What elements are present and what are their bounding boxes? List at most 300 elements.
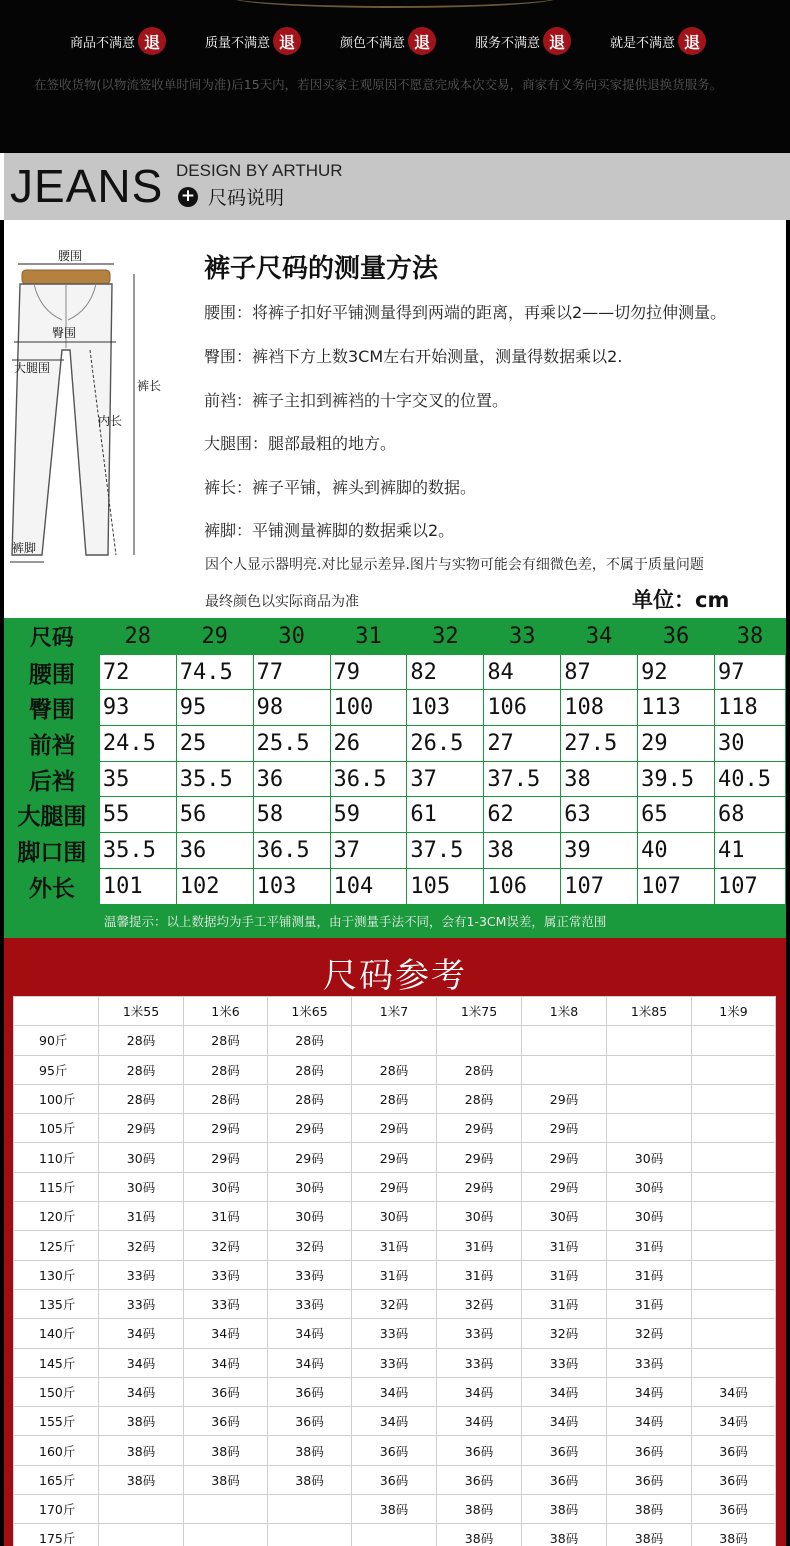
recommended-size-cell: 36码 <box>692 1465 776 1494</box>
guarantee-text: 服务不满意 <box>475 35 541 51</box>
recommended-size-cell: 31码 <box>99 1202 184 1231</box>
size-header-cell: 31 <box>330 619 407 655</box>
recommended-size-cell: 38码 <box>184 1465 268 1494</box>
size-header-cell: 34 <box>561 619 638 655</box>
recommended-size-cell: 32码 <box>99 1231 184 1260</box>
size-row <box>5 797 786 833</box>
ref-row <box>14 1202 776 1231</box>
size-row-label: 臀围 <box>5 690 100 726</box>
recommended-size-cell: 34码 <box>607 1377 692 1406</box>
recommended-size-cell: 33码 <box>184 1289 268 1318</box>
recommended-size-cell <box>692 1114 776 1143</box>
height-header-cell: 1米55 <box>99 997 184 1026</box>
recommended-size-cell <box>184 1495 268 1524</box>
recommended-size-cell: 33码 <box>268 1289 352 1318</box>
size-cell: 108 <box>561 690 638 726</box>
measure-line: 裤脚：平铺测量裤脚的数据乘以2。 <box>204 521 455 540</box>
recommended-size-cell: 34码 <box>99 1348 184 1377</box>
recommended-size-cell <box>692 1172 776 1201</box>
recommended-size-cell: 38码 <box>184 1436 268 1465</box>
measurement-section <box>4 220 786 618</box>
brand-subtitle: DESIGN BY ARTHUR <box>176 161 343 180</box>
recommended-size-cell: 29码 <box>522 1172 607 1201</box>
recommended-size-cell: 30码 <box>607 1143 692 1172</box>
recommended-size-cell: 30码 <box>522 1202 607 1231</box>
weight-label: 105斤 <box>14 1114 99 1143</box>
size-cell: 24.5 <box>99 726 176 762</box>
diagram-label-hem: 裤脚 <box>12 541 37 555</box>
guarantee-list <box>0 26 790 56</box>
recommended-size-cell: 28码 <box>184 1055 268 1084</box>
recommended-size-cell: 28码 <box>99 1084 184 1113</box>
recommended-size-cell: 30码 <box>184 1172 268 1201</box>
recommended-size-cell: 29码 <box>352 1172 437 1201</box>
size-chart-section <box>4 618 786 938</box>
size-cell: 77 <box>253 654 330 690</box>
unit-label: 单位：cm <box>632 588 730 612</box>
return-policy-notice: 在签收货物(以物流签收单时间为准)后15天内，若因买家主观原因不愿意完成本次交易，商家有义务向买家提供退换货服务。 <box>34 77 723 92</box>
recommended-size-cell: 29码 <box>352 1143 437 1172</box>
recommended-size-cell: 30码 <box>607 1202 692 1231</box>
size-cell: 107 <box>714 868 785 904</box>
recommended-size-cell <box>692 1231 776 1260</box>
size-header-cell: 32 <box>407 619 484 655</box>
recommended-size-cell: 38码 <box>99 1436 184 1465</box>
size-row-label: 前裆 <box>5 726 100 762</box>
guarantee-item <box>340 26 436 56</box>
size-cell: 36 <box>176 833 253 869</box>
recommended-size-cell <box>607 1026 692 1055</box>
recommended-size-cell <box>607 1114 692 1143</box>
recommended-size-cell: 33码 <box>184 1260 268 1289</box>
guarantee-banner <box>0 0 790 153</box>
recommended-size-cell: 34码 <box>522 1377 607 1406</box>
ref-row <box>14 1114 776 1143</box>
size-cell: 37.5 <box>407 833 484 869</box>
weight-label: 170斤 <box>14 1495 99 1524</box>
measure-line: 腰围：将裤子扣好平铺测量得到两端的距离，再乘以2——切勿拉伸测量。 <box>204 303 727 322</box>
recommended-size-cell: 34码 <box>437 1407 522 1436</box>
recommended-size-cell <box>692 1260 776 1289</box>
recommended-size-cell: 32码 <box>352 1289 437 1318</box>
ref-row <box>14 1084 776 1113</box>
size-cell: 107 <box>638 868 715 904</box>
ref-row <box>14 1436 776 1465</box>
ref-row <box>14 1319 776 1348</box>
ref-row <box>14 1495 776 1524</box>
guarantee-item <box>475 26 571 56</box>
recommended-size-cell: 36码 <box>692 1495 776 1524</box>
guarantee-text: 商品不满意 <box>70 35 136 51</box>
recommended-size-cell: 32码 <box>522 1319 607 1348</box>
size-header-label: 尺码 <box>5 619 100 655</box>
weight-label: 165斤 <box>14 1465 99 1494</box>
recommended-size-cell: 31码 <box>184 1202 268 1231</box>
recommended-size-cell <box>692 1348 776 1377</box>
size-cell: 104 <box>330 868 407 904</box>
recommended-size-cell: 38码 <box>437 1524 522 1546</box>
size-header-cell: 29 <box>176 619 253 655</box>
recommended-size-cell: 28码 <box>352 1055 437 1084</box>
weight-label: 140斤 <box>14 1319 99 1348</box>
weight-label: 110斤 <box>14 1143 99 1172</box>
recommended-size-cell: 38码 <box>99 1465 184 1494</box>
return-badge: 退 <box>543 27 571 55</box>
size-reference-table <box>13 996 776 1546</box>
recommended-size-cell: 36码 <box>437 1465 522 1494</box>
recommended-size-cell: 30码 <box>99 1143 184 1172</box>
recommended-size-cell: 30码 <box>99 1172 184 1201</box>
weight-label: 115斤 <box>14 1172 99 1201</box>
recommended-size-cell: 33码 <box>437 1348 522 1377</box>
size-header-cell: 38 <box>714 619 785 655</box>
recommended-size-cell: 33码 <box>99 1289 184 1318</box>
size-cell: 25 <box>176 726 253 762</box>
height-header-cell: 1米9 <box>692 997 776 1026</box>
size-cell: 102 <box>176 868 253 904</box>
recommended-size-cell <box>352 1026 437 1055</box>
plus-circle-icon: + <box>178 187 198 207</box>
size-cell: 82 <box>407 654 484 690</box>
recommended-size-cell: 30码 <box>268 1202 352 1231</box>
return-badge: 退 <box>138 27 166 55</box>
size-reference-section <box>4 938 786 1546</box>
recommended-size-cell: 31码 <box>352 1231 437 1260</box>
size-cell: 25.5 <box>253 726 330 762</box>
size-header-cell: 33 <box>484 619 561 655</box>
ref-row <box>14 1524 776 1546</box>
recommended-size-cell: 28码 <box>268 1055 352 1084</box>
recommended-size-cell <box>268 1495 352 1524</box>
recommended-size-cell <box>99 1524 184 1546</box>
height-header-cell: 1米8 <box>522 997 607 1026</box>
size-cell: 38 <box>484 833 561 869</box>
size-cell: 106 <box>484 690 561 726</box>
recommended-size-cell: 38码 <box>607 1524 692 1546</box>
recommended-size-cell: 36码 <box>352 1436 437 1465</box>
size-cell: 113 <box>638 690 715 726</box>
size-cell: 105 <box>407 868 484 904</box>
height-header-cell: 1米6 <box>184 997 268 1026</box>
recommended-size-cell: 32码 <box>184 1231 268 1260</box>
brand-title: JEANS <box>10 160 164 212</box>
measurement-tip: 温馨提示：以上数据均为手工平铺测量，由于测量手法不同，会有1-3CM误差，属正常范围 <box>104 914 607 929</box>
recommended-size-cell: 38码 <box>522 1495 607 1524</box>
size-cell: 40.5 <box>714 761 785 797</box>
recommended-size-cell: 32码 <box>607 1319 692 1348</box>
recommended-size-cell: 38码 <box>437 1495 522 1524</box>
measure-line: 前裆：裤子主扣到裤裆的十字交叉的位置。 <box>204 391 509 410</box>
recommended-size-cell: 29码 <box>437 1172 522 1201</box>
ref-row <box>14 1055 776 1084</box>
weight-label: 100斤 <box>14 1084 99 1113</box>
recommended-size-cell <box>99 1495 184 1524</box>
size-cell: 103 <box>253 868 330 904</box>
recommended-size-cell <box>692 1202 776 1231</box>
recommended-size-cell: 29码 <box>99 1114 184 1143</box>
size-cell: 27 <box>484 726 561 762</box>
recommended-size-cell: 34码 <box>437 1377 522 1406</box>
size-cell: 62 <box>484 797 561 833</box>
size-row <box>5 690 786 726</box>
recommended-size-cell: 34码 <box>692 1407 776 1436</box>
ref-row <box>14 1289 776 1318</box>
recommended-size-cell: 29码 <box>522 1084 607 1113</box>
diagram-label-hip: 臀围 <box>52 326 77 340</box>
recommended-size-cell: 34码 <box>184 1319 268 1348</box>
recommended-size-cell <box>268 1524 352 1546</box>
size-cell: 61 <box>407 797 484 833</box>
size-cell: 92 <box>638 654 715 690</box>
size-cell: 55 <box>99 797 176 833</box>
recommended-size-cell: 29码 <box>437 1143 522 1172</box>
color-disclaimer-final: 最终颜色以实际商品为准 <box>205 594 359 610</box>
ref-row <box>14 1143 776 1172</box>
recommended-size-cell: 29码 <box>352 1114 437 1143</box>
recommended-size-cell: 31码 <box>522 1289 607 1318</box>
size-header-cell: 28 <box>99 619 176 655</box>
size-cell: 37.5 <box>484 761 561 797</box>
recommended-size-cell: 33码 <box>607 1348 692 1377</box>
jeans-diagram <box>4 240 184 590</box>
size-cell: 35.5 <box>176 761 253 797</box>
size-guide-heading <box>178 183 284 210</box>
size-cell: 118 <box>714 690 785 726</box>
recommended-size-cell <box>607 1055 692 1084</box>
recommended-size-cell <box>692 1319 776 1348</box>
size-cell: 63 <box>561 797 638 833</box>
ref-row <box>14 1026 776 1055</box>
guarantee-item <box>70 26 166 56</box>
size-cell: 74.5 <box>176 654 253 690</box>
size-cell: 29 <box>638 726 715 762</box>
size-cell: 30 <box>714 726 785 762</box>
measure-line: 臀围：裤裆下方上数3CM左右开始测量，测量得数据乘以2. <box>204 347 623 366</box>
ref-row <box>14 1172 776 1201</box>
height-header-cell: 1米7 <box>352 997 437 1026</box>
size-cell: 79 <box>330 654 407 690</box>
recommended-size-cell: 34码 <box>184 1348 268 1377</box>
size-cell: 35 <box>99 761 176 797</box>
weight-label: 95斤 <box>14 1055 99 1084</box>
weight-label: 175斤 <box>14 1524 99 1546</box>
size-header-cell: 30 <box>253 619 330 655</box>
recommended-size-cell: 36码 <box>607 1465 692 1494</box>
recommended-size-cell: 38码 <box>268 1436 352 1465</box>
size-cell: 106 <box>484 868 561 904</box>
size-cell: 100 <box>330 690 407 726</box>
recommended-size-cell: 33码 <box>99 1260 184 1289</box>
size-cell: 37 <box>330 833 407 869</box>
size-cell: 35.5 <box>99 833 176 869</box>
recommended-size-cell: 36码 <box>184 1407 268 1436</box>
recommended-size-cell: 34码 <box>522 1407 607 1436</box>
diagram-label-waist: 腰围 <box>58 249 83 263</box>
size-reference-title: 尺码参考 <box>323 956 467 996</box>
recommended-size-cell: 36码 <box>692 1436 776 1465</box>
recommended-size-cell <box>522 1055 607 1084</box>
size-cell: 97 <box>714 654 785 690</box>
recommended-size-cell: 34码 <box>352 1407 437 1436</box>
recommended-size-cell: 28码 <box>99 1026 184 1055</box>
recommended-size-cell: 28码 <box>437 1084 522 1113</box>
recommended-size-cell <box>522 1026 607 1055</box>
section-header <box>0 153 790 220</box>
recommended-size-cell: 32码 <box>437 1289 522 1318</box>
recommended-size-cell: 28码 <box>268 1026 352 1055</box>
size-cell: 27.5 <box>561 726 638 762</box>
size-row-label: 大腿围 <box>5 797 100 833</box>
size-row-label: 脚口围 <box>5 833 100 869</box>
size-cell: 36 <box>253 761 330 797</box>
recommended-size-cell: 28码 <box>99 1055 184 1084</box>
recommended-size-cell: 36码 <box>437 1436 522 1465</box>
diagram-label-thigh: 大腿围 <box>14 361 51 375</box>
recommended-size-cell: 31码 <box>437 1260 522 1289</box>
size-cell: 39 <box>561 833 638 869</box>
recommended-size-cell: 34码 <box>268 1348 352 1377</box>
guarantee-text: 就是不满意 <box>610 35 676 51</box>
size-row <box>5 726 786 762</box>
recommended-size-cell: 31码 <box>352 1260 437 1289</box>
size-row <box>5 761 786 797</box>
measure-line: 裤长：裤子平铺，裤头到裤脚的数据。 <box>204 478 477 497</box>
height-header-cell: 1米75 <box>437 997 522 1026</box>
recommended-size-cell: 33码 <box>352 1319 437 1348</box>
recommended-size-cell: 31码 <box>522 1260 607 1289</box>
weight-label: 90斤 <box>14 1026 99 1055</box>
size-cell: 107 <box>561 868 638 904</box>
size-row-label: 腰围 <box>5 654 100 690</box>
recommended-size-cell: 34码 <box>99 1377 184 1406</box>
return-badge: 退 <box>408 27 436 55</box>
size-row-label: 后裆 <box>5 761 100 797</box>
recommended-size-cell: 33码 <box>437 1319 522 1348</box>
guarantee-item <box>205 26 301 56</box>
recommended-size-cell <box>692 1026 776 1055</box>
ref-row <box>14 1231 776 1260</box>
size-row <box>5 868 786 904</box>
recommended-size-cell <box>692 1055 776 1084</box>
size-cell: 36.5 <box>253 833 330 869</box>
weight-label: 160斤 <box>14 1436 99 1465</box>
measure-line: 大腿围：腿部最粗的地方。 <box>204 434 397 453</box>
recommended-size-cell: 36码 <box>522 1465 607 1494</box>
recommended-size-cell: 30码 <box>268 1172 352 1201</box>
size-header-cell: 36 <box>638 619 715 655</box>
size-cell: 40 <box>638 833 715 869</box>
size-cell: 26.5 <box>407 726 484 762</box>
size-row <box>5 833 786 869</box>
size-cell: 58 <box>253 797 330 833</box>
recommended-size-cell: 29码 <box>522 1143 607 1172</box>
size-cell: 72 <box>99 654 176 690</box>
recommended-size-cell: 34码 <box>692 1377 776 1406</box>
recommended-size-cell: 38码 <box>607 1495 692 1524</box>
weight-label: 135斤 <box>14 1289 99 1318</box>
ref-row <box>14 1407 776 1436</box>
recommended-size-cell: 38码 <box>522 1524 607 1546</box>
recommended-size-cell: 32码 <box>268 1231 352 1260</box>
ref-row <box>14 1348 776 1377</box>
recommended-size-cell <box>437 1026 522 1055</box>
recommended-size-cell: 29码 <box>268 1114 352 1143</box>
recommended-size-cell: 33码 <box>352 1348 437 1377</box>
recommended-size-cell: 36码 <box>522 1436 607 1465</box>
decorative-arc <box>230 0 560 8</box>
size-row <box>5 654 786 690</box>
recommended-size-cell: 36码 <box>184 1377 268 1406</box>
weight-label: 145斤 <box>14 1348 99 1377</box>
recommended-size-cell: 34码 <box>352 1377 437 1406</box>
recommended-size-cell: 34码 <box>607 1407 692 1436</box>
ref-row <box>14 1260 776 1289</box>
recommended-size-cell: 28码 <box>352 1084 437 1113</box>
guarantee-text: 颜色不满意 <box>340 35 406 51</box>
size-cell: 87 <box>561 654 638 690</box>
recommended-size-cell: 31码 <box>522 1231 607 1260</box>
weight-label: 155斤 <box>14 1407 99 1436</box>
recommended-size-cell: 38码 <box>268 1465 352 1494</box>
guarantee-item <box>610 26 706 56</box>
recommended-size-cell: 28码 <box>184 1084 268 1113</box>
size-cell: 38 <box>561 761 638 797</box>
size-cell: 101 <box>99 868 176 904</box>
diagram-label-length: 裤长 <box>137 379 162 393</box>
recommended-size-cell: 36码 <box>352 1465 437 1494</box>
recommended-size-cell: 30码 <box>607 1172 692 1201</box>
size-header-row <box>5 619 786 655</box>
recommended-size-cell: 28码 <box>437 1055 522 1084</box>
diagram-label-inseam: 内长 <box>98 414 123 428</box>
weight-label: 130斤 <box>14 1260 99 1289</box>
recommended-size-cell <box>692 1143 776 1172</box>
height-header-cell: 1米85 <box>607 997 692 1026</box>
recommended-size-cell: 28码 <box>268 1084 352 1113</box>
color-disclaimer: 因个人显示器明亮.对比显示差异.图片与实物可能会有细微色差，不属于质量问题 <box>205 557 704 573</box>
recommended-size-cell: 38码 <box>692 1524 776 1546</box>
recommended-size-cell: 29码 <box>522 1114 607 1143</box>
recommended-size-cell: 34码 <box>99 1319 184 1348</box>
size-cell: 65 <box>638 797 715 833</box>
size-cell: 37 <box>407 761 484 797</box>
size-cell: 39.5 <box>638 761 715 797</box>
guarantee-text: 质量不满意 <box>205 35 271 51</box>
size-cell: 56 <box>176 797 253 833</box>
size-row-label: 外长 <box>5 868 100 904</box>
recommended-size-cell: 31码 <box>607 1231 692 1260</box>
weight-label: 125斤 <box>14 1231 99 1260</box>
recommended-size-cell: 31码 <box>607 1289 692 1318</box>
return-badge: 退 <box>273 27 301 55</box>
recommended-size-cell <box>184 1524 268 1546</box>
size-cell: 84 <box>484 654 561 690</box>
size-cell: 41 <box>714 833 785 869</box>
recommended-size-cell <box>692 1289 776 1318</box>
weight-label: 150斤 <box>14 1377 99 1406</box>
recommended-size-cell: 34码 <box>268 1319 352 1348</box>
measurement-title: 裤子尺码的测量方法 <box>204 254 439 284</box>
recommended-size-cell: 33码 <box>268 1260 352 1289</box>
recommended-size-cell: 29码 <box>437 1114 522 1143</box>
recommended-size-cell: 38码 <box>352 1495 437 1524</box>
recommended-size-cell <box>352 1524 437 1546</box>
size-cell: 26 <box>330 726 407 762</box>
recommended-size-cell: 31码 <box>607 1260 692 1289</box>
recommended-size-cell: 36码 <box>268 1407 352 1436</box>
recommended-size-cell: 30码 <box>437 1202 522 1231</box>
ref-row <box>14 1377 776 1406</box>
